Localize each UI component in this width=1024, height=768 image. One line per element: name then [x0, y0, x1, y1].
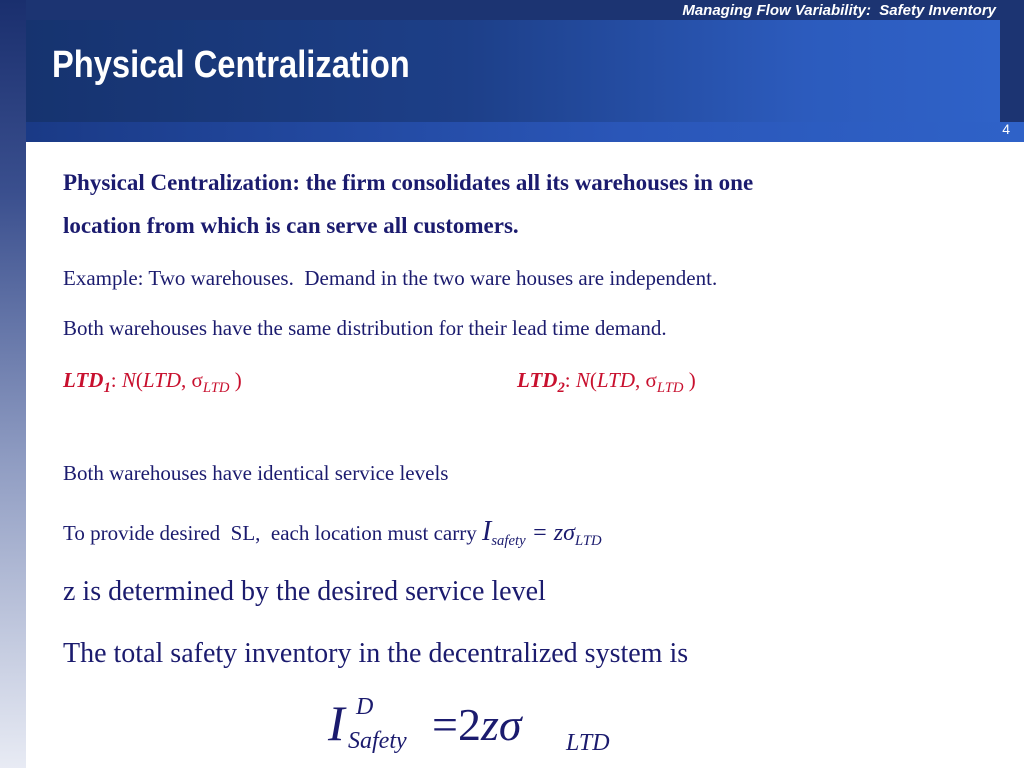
ltd2-sigma-sub: LTD — [656, 380, 684, 397]
ltd1-expression: $LTD_1$: N(LTD, $\sigma_{LTD}$ ) — [63, 368, 242, 397]
formula-I: I — [328, 695, 345, 751]
definition-line-1: Physical Centralization: the firm consolidates all its warehouses in one — [63, 170, 754, 195]
ltd1-index: 1 — [103, 380, 111, 397]
total-text: The total safety inventory in the decentralized system is — [63, 638, 689, 669]
ltd2-index: 2 — [557, 380, 565, 397]
ltd1-sigma-sub: LTD — [202, 380, 230, 397]
distribution-text: Both warehouses have the same distribution for their lead time demand. — [63, 316, 667, 340]
ltd1-label: LTD — [63, 368, 104, 392]
formula-superscript: D — [356, 694, 374, 720]
formula-z: z — [480, 699, 499, 750]
example-text: Example: Two warehouses. Demand in the two ware houses are independent. — [63, 266, 718, 290]
formula-rhs — [432, 698, 522, 751]
safety-sub: safety — [491, 533, 526, 550]
service-levels-text: Both warehouses have identical service levels — [63, 461, 449, 485]
formula-equals: = — [432, 699, 458, 750]
header-bottom-bar — [26, 122, 1024, 142]
provide-text: To provide desired SL, each location must carry — [63, 521, 482, 545]
ltd1-dist: N — [121, 368, 136, 392]
ltd2-dist: N — [575, 368, 590, 392]
formula-sigma-subscript: LTD — [566, 730, 610, 756]
safety-rhs: = zσ — [525, 520, 575, 546]
definition-line-2: location from which is can serve all customers. — [63, 213, 519, 238]
ltd2-sigma: σ — [645, 368, 657, 392]
z-text: z is determined by the desired service level — [63, 576, 546, 607]
formula-sigma: σ — [498, 699, 522, 750]
safety-I: I — [482, 516, 492, 547]
page-number: 4 — [1002, 121, 1010, 137]
ltd1-mean: LTD — [142, 368, 182, 392]
safety-rhs-sub: LTD — [574, 533, 602, 550]
ltd1-sigma: σ — [191, 368, 203, 392]
ltd2-expression: $LTD_2$: N(LTD, $\sigma_{LTD}$ ) — [517, 368, 696, 397]
running-title: Managing Flow Variability: Safety Inventory — [682, 2, 996, 19]
formula-coefficient: 2 — [457, 699, 481, 750]
ltd2-mean: LTD — [596, 368, 636, 392]
left-gradient-strip — [0, 0, 26, 768]
slide-title: Physical Centralization — [52, 44, 410, 86]
formula-subscript: Safety — [348, 728, 407, 754]
ltd2-label: LTD — [517, 368, 558, 392]
safety-requirement-line — [63, 516, 602, 550]
